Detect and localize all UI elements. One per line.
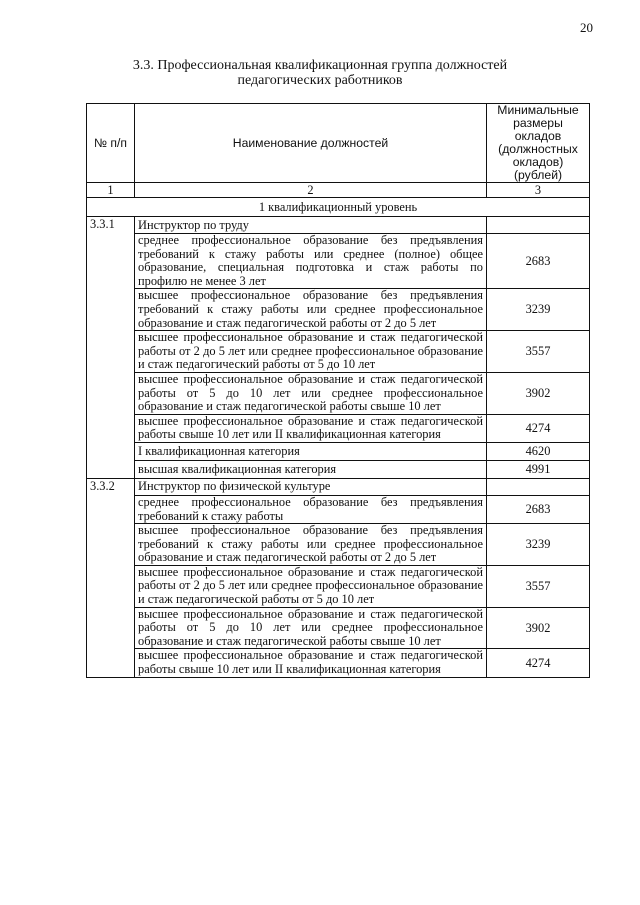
heading-line-2: педагогических работников — [237, 73, 403, 88]
requirement-text: высшее профессиональное образование без предъявления требований к стажу работы или среднее профессиональное образование и стаж педагогической работы от 2 до 5 лет — [135, 289, 487, 331]
requirement-row — [87, 460, 590, 478]
heading-line-1: 3.3. Профессиональная квалификационная группа должностей — [132, 58, 508, 73]
column-number: 2 — [135, 183, 487, 198]
salary-value: 4620 — [487, 442, 590, 460]
salary-value: 4274 — [487, 649, 590, 677]
salary-value: 3239 — [487, 289, 590, 331]
section-heading — [80, 58, 560, 88]
position-code: 3.3.1 — [87, 217, 135, 479]
position-title: Инструктор по физической культуре — [135, 478, 487, 495]
requirement-text: I квалификационная категория — [135, 442, 487, 460]
column-number: 1 — [87, 183, 135, 198]
position-title-row — [87, 217, 590, 234]
requirement-row — [87, 234, 590, 289]
position-title-row — [87, 478, 590, 495]
salary-value: 4274 — [487, 414, 590, 442]
requirement-row — [87, 442, 590, 460]
requirement-row — [87, 524, 590, 566]
requirement-row — [87, 372, 590, 414]
column-number-row — [87, 183, 590, 198]
level-title: 1 квалификационный уровень — [87, 198, 590, 217]
header-num: № п/п — [87, 104, 135, 183]
requirement-row — [87, 289, 590, 331]
position-title-salary-empty — [487, 217, 590, 234]
requirement-text: высшее профессиональное образование и стаж педагогической работы свыше 10 лет или II квалификационная категория — [135, 414, 487, 442]
requirement-text: среднее профессиональное образование без предъявления требований к стажу работы или среднее (полное) общее образование, специальная подготовка и стаж работы по профилю не менее 3 лет — [135, 234, 487, 289]
requirement-row — [87, 331, 590, 373]
position-code: 3.3.2 — [87, 478, 135, 677]
position-title-salary-empty — [487, 478, 590, 495]
requirement-text: высшее профессиональное образование и стаж педагогической работы от 2 до 5 лет или среднее профессиональное образование и стаж педагогический работы от 5 до 10 лет — [135, 331, 487, 373]
header-salary: Минимальные размеры окладов (должностных окладов) (рублей) — [487, 104, 590, 183]
requirement-text: высшее профессиональное образование без предъявления требований к стажу работы или среднее профессиональное образование и стаж педагогической работы от 2 до 5 лет — [135, 524, 487, 566]
requirement-row — [87, 565, 590, 607]
salary-value: 3557 — [487, 331, 590, 373]
column-number: 3 — [487, 183, 590, 198]
salary-value: 3239 — [487, 524, 590, 566]
requirement-row — [87, 414, 590, 442]
salary-value: 3902 — [487, 607, 590, 649]
salary-table — [86, 103, 590, 678]
requirement-text: среднее профессиональное образование без предъявления требований к стажу работы — [135, 495, 487, 523]
salary-value: 3557 — [487, 565, 590, 607]
header-name: Наименование должностей — [135, 104, 487, 183]
requirement-text: высшее профессиональное образование и стаж педагогической работы от 5 до 10 лет или среднее профессиональное образование и стаж педагогической работы свыше 10 лет — [135, 372, 487, 414]
position-title: Инструктор по труду — [135, 217, 487, 234]
requirement-text: высшее профессиональное образование и стаж педагогической работы свыше 10 лет или II квалификационная категория — [135, 649, 487, 677]
level-row — [87, 198, 590, 217]
requirement-row — [87, 495, 590, 523]
requirement-row — [87, 607, 590, 649]
header-row — [87, 104, 590, 183]
salary-value: 4991 — [487, 460, 590, 478]
requirement-row — [87, 649, 590, 677]
salary-value: 3902 — [487, 372, 590, 414]
requirement-text: высшая квалификационная категория — [135, 460, 487, 478]
page-number: 20 — [580, 20, 593, 35]
salary-value: 2683 — [487, 234, 590, 289]
salary-value: 2683 — [487, 495, 590, 523]
requirement-text: высшее профессиональное образование и стаж педагогической работы от 2 до 5 лет или среднее профессиональное образование и стаж педагогической работы от 5 до 10 лет — [135, 565, 487, 607]
requirement-text: высшее профессиональное образование и стаж педагогической работы от 5 до 10 лет или среднее профессиональное образование и стаж педагогической работы свыше 10 лет — [135, 607, 487, 649]
